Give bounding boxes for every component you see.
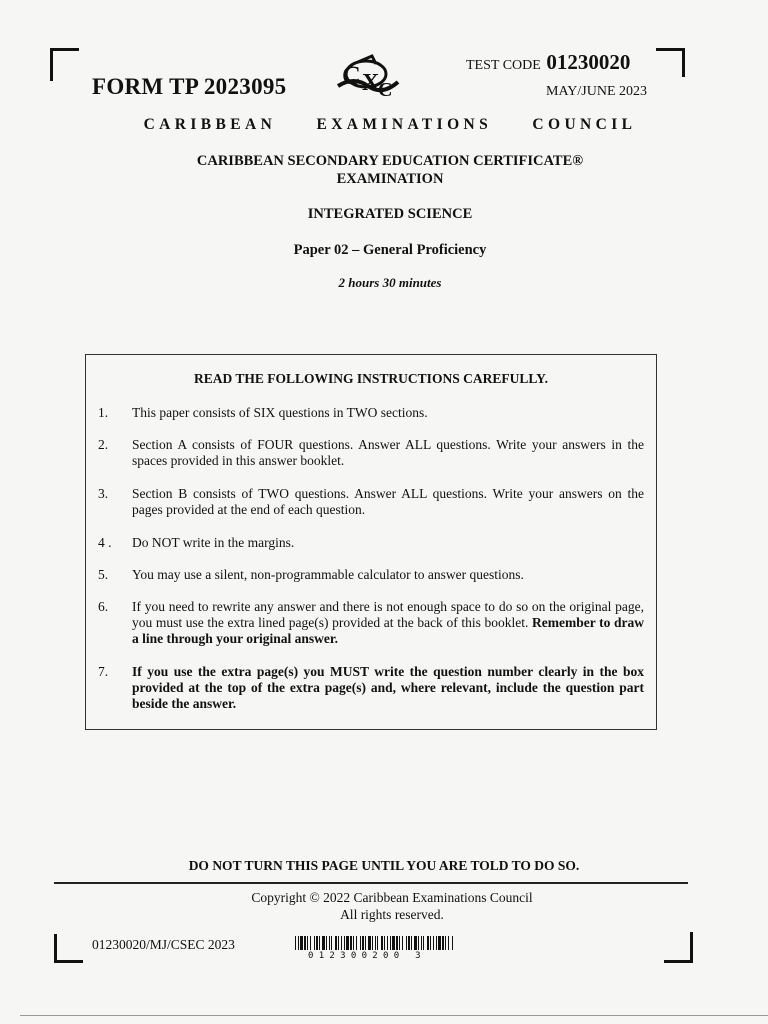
corner-mark-top-left xyxy=(50,48,79,81)
copyright-notice xyxy=(0,889,768,923)
test-code-number: 01230020 xyxy=(546,50,631,74)
barcode-bar xyxy=(344,936,345,950)
certificate-title xyxy=(0,152,768,188)
barcode-bar xyxy=(331,936,332,950)
barcode-bar xyxy=(341,936,342,950)
instruction-text-bold: Remember to draw a line through your original answer. xyxy=(132,615,644,646)
instruction-number: 2. xyxy=(98,437,109,452)
barcode-bar xyxy=(356,936,357,950)
barcode-bar xyxy=(300,936,303,950)
corner-mark-top-right xyxy=(656,48,685,77)
instruction-text-regular: If you need to rewrite any answer and there is not enough space to do so on the original page, you must use the extra lined page(s) provided at the back of this booklet. xyxy=(132,599,644,630)
barcode-bar xyxy=(452,936,453,950)
barcode-bar xyxy=(304,936,306,950)
instruction-text: Section A consists of FOUR questions. Answer ALL questions. Write your answers in the spaces provided in this answer booklet. xyxy=(132,437,644,468)
barcode-bar xyxy=(406,936,407,950)
barcode-bar xyxy=(307,936,308,950)
barcode-bar xyxy=(433,936,434,950)
barcode-bar xyxy=(346,936,349,950)
barcode-bar xyxy=(375,936,376,950)
cxc-logo-icon xyxy=(328,52,404,102)
barcode-bar xyxy=(314,936,315,950)
barcode-bar xyxy=(390,936,391,950)
barcode-bar xyxy=(298,936,299,950)
instruction-number: 6. xyxy=(98,599,109,614)
barcode-bar xyxy=(353,936,354,950)
barcode-bar xyxy=(402,936,403,950)
subject-title: INTEGRATED SCIENCE xyxy=(307,206,473,222)
certificate-line-1: CARIBBEAN SECONDARY EDUCATION CERTIFICATE® xyxy=(196,153,584,169)
exam-session: MAY/JUNE 2023 xyxy=(546,84,647,99)
instruction-number: 4 . xyxy=(98,535,112,550)
barcode-bar xyxy=(326,936,327,950)
barcode-digits: 012300200 3 xyxy=(308,951,426,961)
barcode-bar xyxy=(421,936,422,950)
instruction-text: Do NOT write in the margins. xyxy=(132,535,295,550)
instructions-heading: READ THE FOLLOWING INSTRUCTIONS CAREFULLY. xyxy=(194,371,548,386)
barcode-bar xyxy=(316,936,318,950)
barcode-bar xyxy=(372,936,373,950)
test-code xyxy=(466,50,630,75)
barcode-bar xyxy=(438,936,441,950)
barcode-bar xyxy=(445,936,446,950)
barcode-bar xyxy=(350,936,352,950)
do-not-turn-warning: DO NOT TURN THIS PAGE UNTIL YOU ARE TOLD TO DO SO. xyxy=(188,858,580,873)
copyright-line-1: Copyright © 2022 Caribbean Examinations Council xyxy=(251,890,533,905)
barcode-bar xyxy=(430,936,431,950)
instructions-box xyxy=(85,354,657,730)
form-title: FORM TP 2023095 xyxy=(92,74,287,99)
paper-code: 01230020/MJ/CSEC 2023 xyxy=(92,937,235,952)
test-code-label: TEST CODE xyxy=(466,58,541,73)
barcode-bar xyxy=(396,936,398,950)
barcode-bar xyxy=(295,936,296,950)
barcode-bar xyxy=(365,936,366,950)
instruction-text: You may use a silent, non-programmable calculator to answer questions. xyxy=(132,567,524,582)
council-name: CARIBBEAN EXAMINATIONS COUNCIL xyxy=(143,116,637,133)
instruction-number: 3. xyxy=(98,486,109,501)
barcode-bar xyxy=(448,936,449,950)
barcode-bar xyxy=(387,936,388,950)
barcode-bar xyxy=(411,936,412,950)
barcode-bar xyxy=(377,936,378,950)
barcode-bar xyxy=(392,936,395,950)
barcode-bar xyxy=(384,936,385,950)
paper-title: Paper 02 – General Proficiency xyxy=(293,242,487,258)
barcode-bar xyxy=(368,936,371,950)
footer-divider xyxy=(54,882,688,884)
barcode-bar xyxy=(399,936,400,950)
barcode-bar xyxy=(436,936,437,950)
corner-mark-bottom-right xyxy=(664,932,693,963)
barcode-bar xyxy=(381,936,383,950)
barcode-bar xyxy=(310,936,311,950)
instruction-number: 1. xyxy=(98,405,109,420)
barcode-bar xyxy=(427,936,429,950)
svg-text:C: C xyxy=(378,79,393,101)
svg-text:C: C xyxy=(342,61,361,90)
barcode-bar xyxy=(329,936,330,950)
barcode-bar xyxy=(360,936,361,950)
barcode-bar xyxy=(423,936,424,950)
instruction-number: 7. xyxy=(98,664,109,679)
certificate-line-2: EXAMINATION xyxy=(336,171,444,187)
barcode-bar xyxy=(319,936,320,950)
instruction-text: This paper consists of SIX questions in TWO sections. xyxy=(132,405,428,420)
barcode-bar xyxy=(408,936,410,950)
barcode-bar xyxy=(418,936,419,950)
corner-mark-bottom-left xyxy=(54,934,83,963)
exam-duration: 2 hours 30 minutes xyxy=(338,275,442,290)
instruction-number: 5. xyxy=(98,567,109,582)
barcode-bar xyxy=(338,936,339,950)
svg-text:X: X xyxy=(362,70,380,96)
copyright-line-2: All rights reserved. xyxy=(340,907,444,922)
instruction-text xyxy=(132,599,644,647)
barcode-bar xyxy=(362,936,364,950)
page-edge-line xyxy=(20,1015,768,1016)
barcode-bar xyxy=(322,936,325,950)
barcode-bar xyxy=(442,936,444,950)
instruction-text-bold: If you use the extra page(s) you MUST write the question number clearly in the box provided at the top of the extra page(s) and, where relevant, include the question part beside the answer. xyxy=(132,664,644,711)
instruction-text: Section B consists of TWO questions. Answer ALL questions. Write your answers on the pages provided at the end of each question. xyxy=(132,486,644,517)
barcode-bar xyxy=(335,936,337,950)
barcode-bar xyxy=(414,936,417,950)
